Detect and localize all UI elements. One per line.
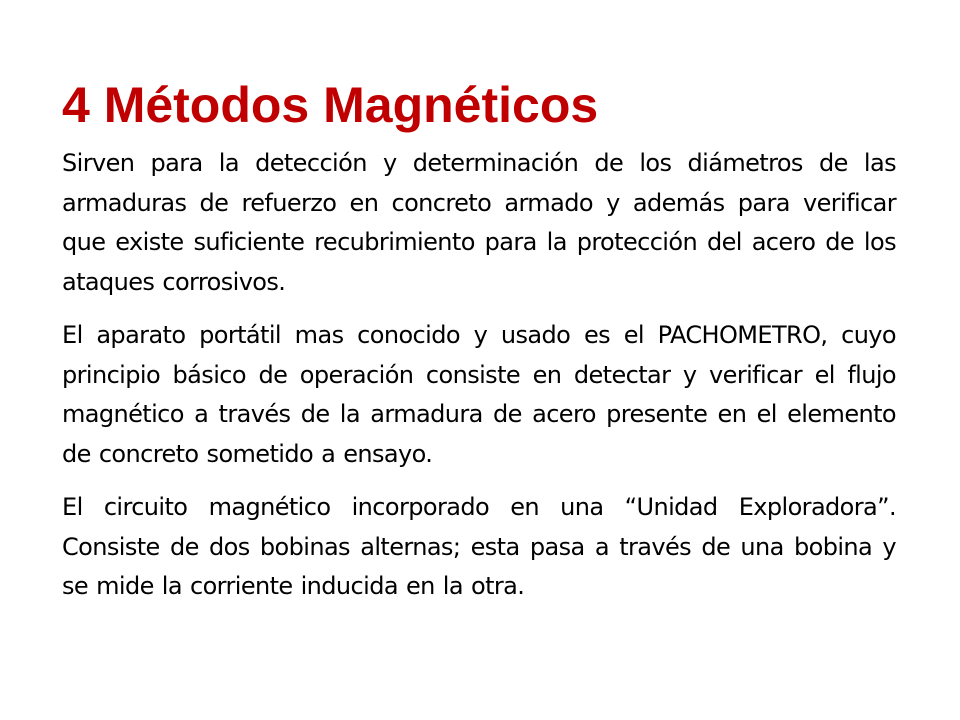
paragraph-1: Sirven para la detección y determinación de los diámetros de las armaduras de refuerzo en concreto armado y además para verificar que existe suficiente recubrimiento para la protección del acero de los ataques corrosivos. — [62, 149, 896, 296]
paragraph-3: El circuito magnético incorporado en una “Unidad Exploradora”. Consiste de dos bobinas alternas; esta pasa a través de una bobina y se mide la corriente inducida en la otra. — [62, 493, 896, 600]
slide-body — [62, 144, 896, 621]
paragraph-2: El aparato portátil mas conocido y usado es el PACHOMETRO, cuyo principio básico de operación consiste en detectar y verificar el flujo magnético a través de la armadura de acero presente en el elemento de concreto sometido a ensayo. — [62, 321, 896, 468]
slide-title: 4 Métodos Magnéticos — [62, 77, 599, 133]
